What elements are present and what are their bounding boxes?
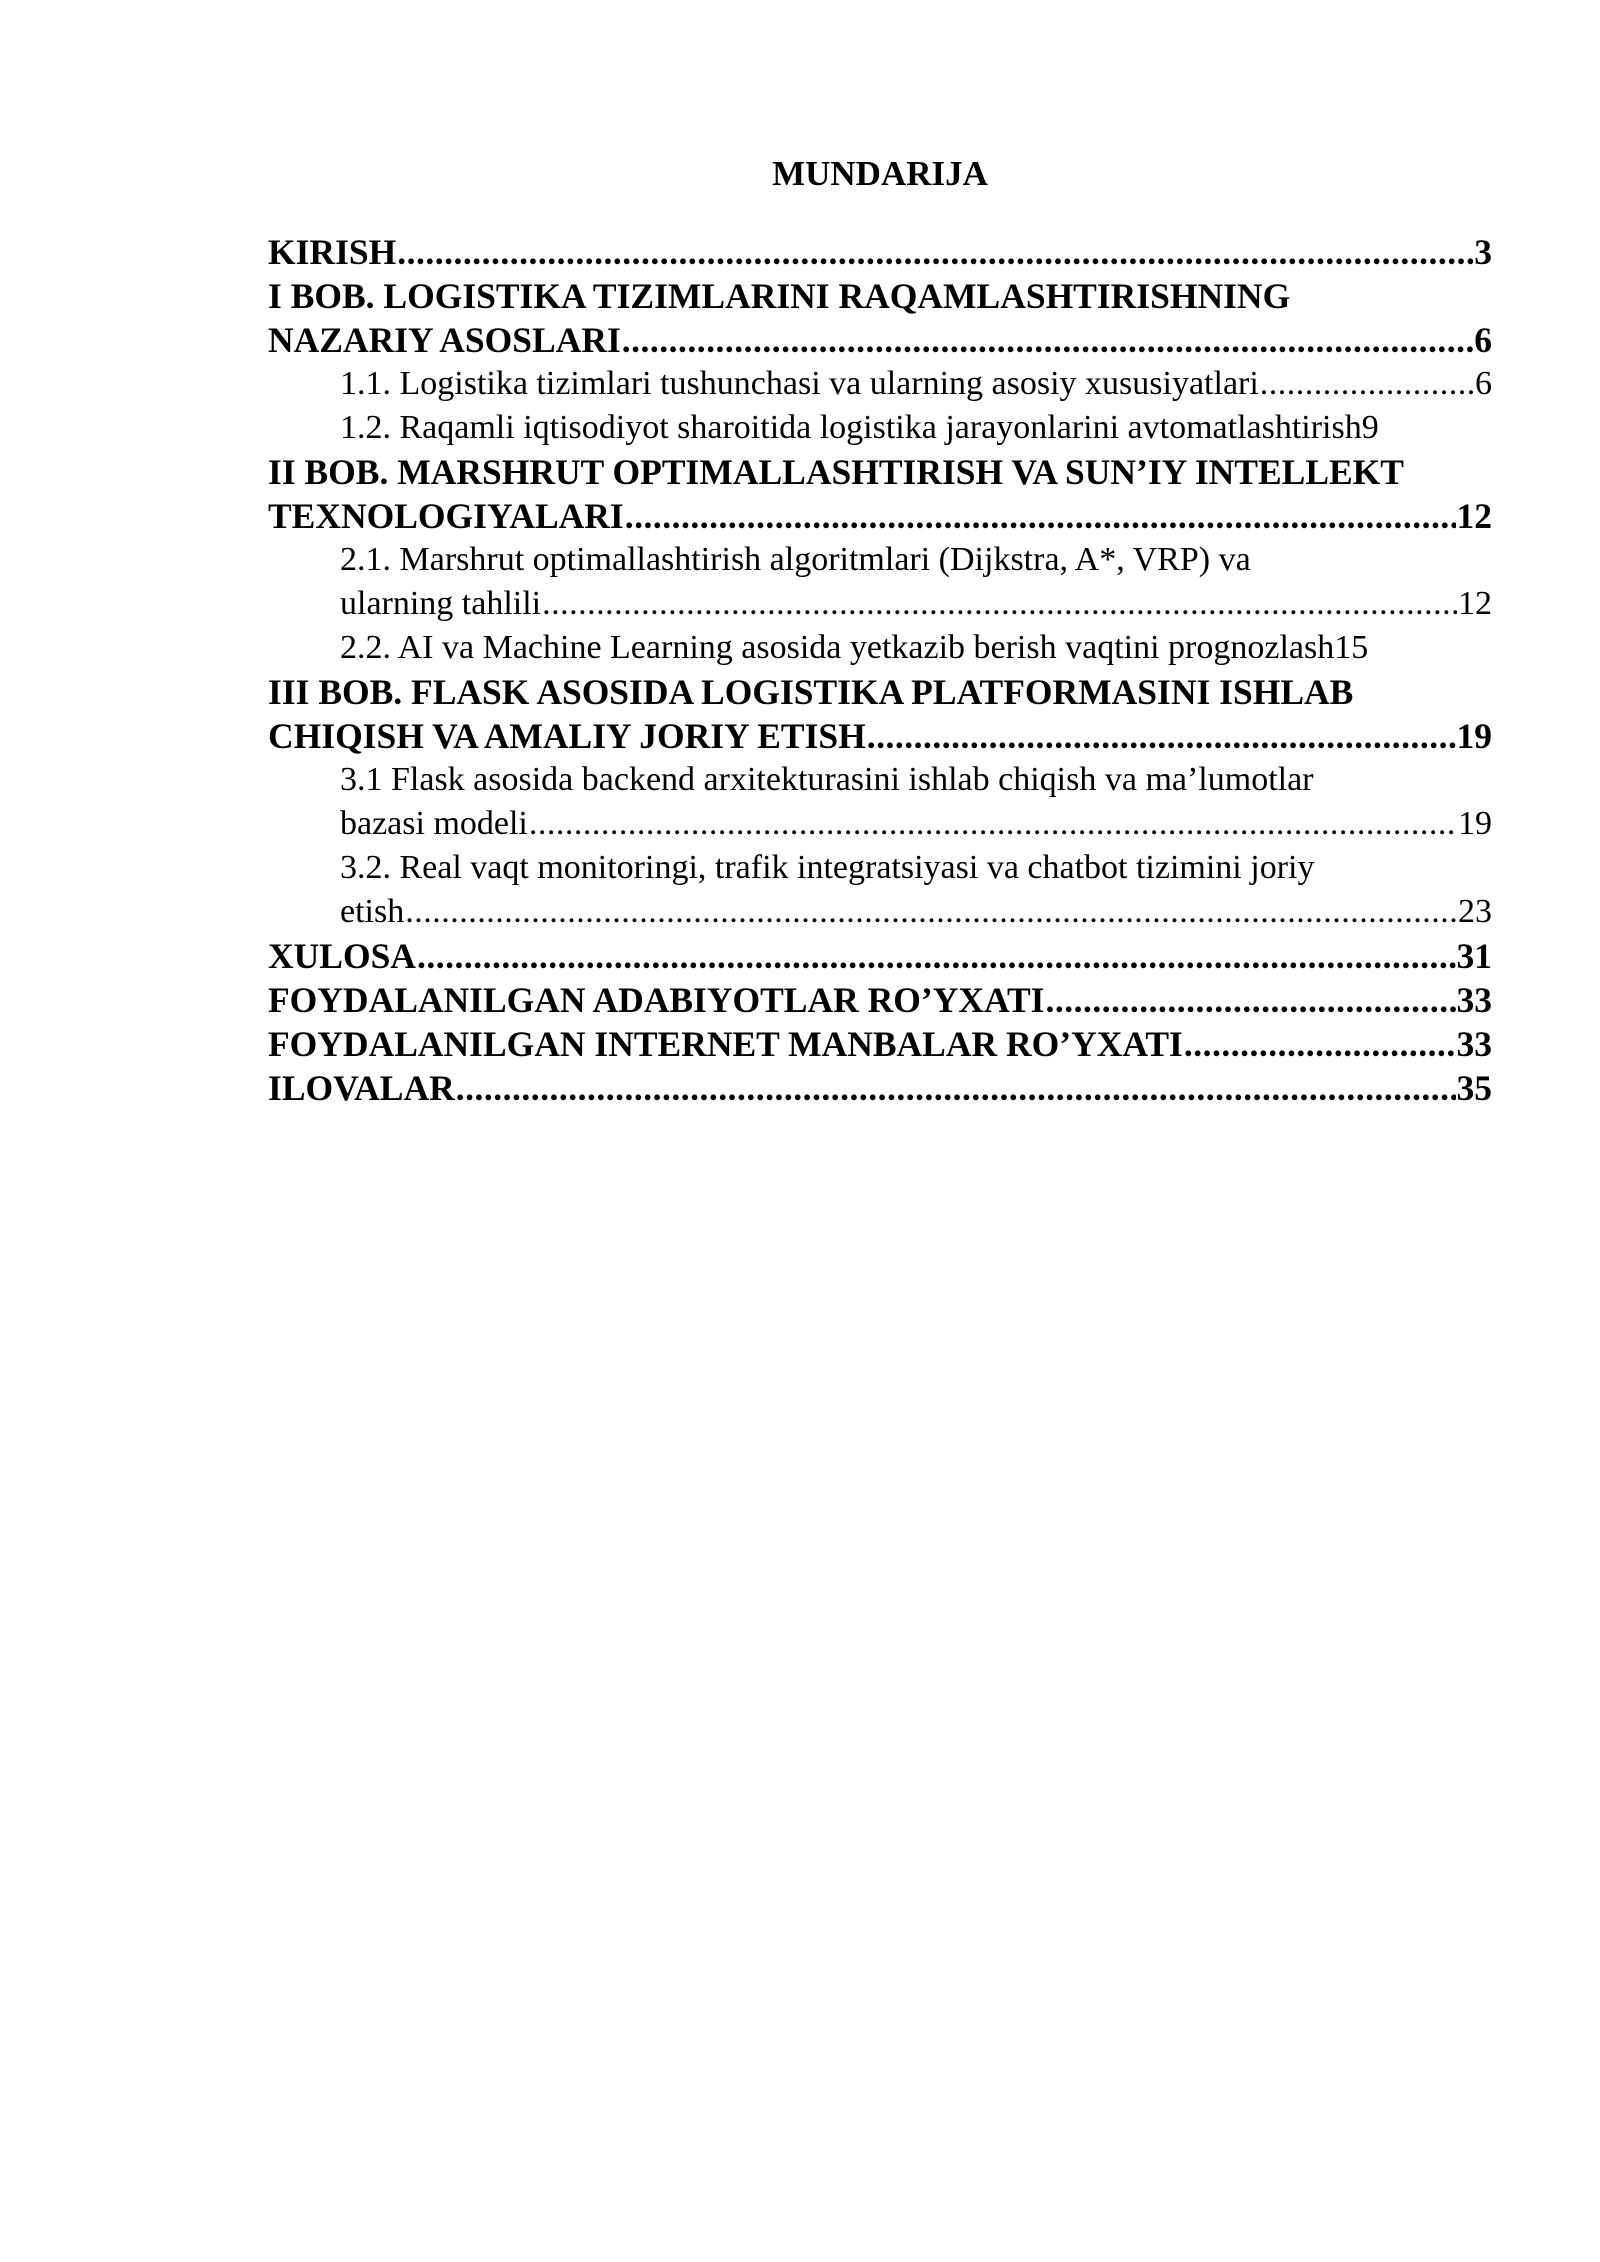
dot-leader — [1184, 1022, 1456, 1066]
dot-leader — [625, 494, 1456, 538]
toc-page-number: 19 — [1458, 805, 1492, 842]
dot-leader — [529, 802, 1457, 846]
toc-entry-label: ILOVALAR — [268, 1068, 455, 1108]
toc-entry-label: KIRISH — [268, 232, 397, 272]
dot-leader — [1045, 978, 1455, 1022]
toc-page-number: 12 — [1456, 496, 1492, 536]
toc-entry-1-2[interactable] — [268, 406, 1492, 450]
dot-leader — [405, 890, 1457, 934]
toc-page-number: 6 — [1475, 365, 1492, 402]
toc-entry-3-2-line1[interactable] — [268, 846, 1492, 890]
toc-entry-ilovalar[interactable] — [268, 1066, 1492, 1110]
toc-page-number: 12 — [1458, 585, 1492, 622]
toc-page-number: 15 — [1334, 629, 1369, 666]
toc-entry-label: 1.2. Raqamli iqtisodiyot sharoitida logistika jarayonlarini avtomatlashtirish — [340, 409, 1362, 446]
toc-page-number: 19 — [1456, 716, 1492, 756]
toc-entry-label: 3.1 Flask asosida backend arxitekturasini ishlab chiqish va ma’lumotlar — [340, 761, 1314, 798]
dot-leader — [867, 714, 1456, 758]
toc-entry-label: 2.2. AI va Machine Learning asosida yetkazib berish vaqtini prognozlash — [340, 629, 1335, 666]
toc-entry-kirish[interactable] — [268, 230, 1492, 274]
toc-entry-adabiyotlar[interactable] — [268, 978, 1492, 1022]
toc-entry-3-2-line2[interactable] — [268, 890, 1492, 934]
toc-entry-label: III BOB. FLASK ASOSIDA LOGISTIKA PLATFORMASINI ISHLAB — [268, 672, 1354, 712]
toc-entry-label: NAZARIY ASOSLARI — [268, 320, 621, 360]
dot-leader — [397, 230, 1473, 274]
dot-leader — [542, 582, 1457, 626]
toc-entry-3-1-line2[interactable] — [268, 802, 1492, 846]
toc-entry-label: 1.1. Logistika tizimlari tushunchasi va ularning asosiy xususiyatlari — [340, 365, 1259, 402]
toc-entry-label: XULOSA — [268, 936, 416, 976]
toc-entry-bob3-line1[interactable] — [268, 670, 1492, 714]
toc-entry-2-1-line2[interactable] — [268, 582, 1492, 626]
toc-entry-label: I BOB. LOGISTIKA TIZIMLARINI RAQAMLASHTIRISHNING — [268, 276, 1291, 316]
dot-leader — [417, 934, 1456, 978]
toc-page-number: 33 — [1456, 980, 1492, 1020]
toc-page-number: 3 — [1474, 232, 1492, 272]
toc-page-number: 33 — [1456, 1024, 1492, 1064]
toc-entry-label: 3.2. Real vaqt monitoringi, trafik integratsiyasi va chatbot tizimini joriy — [340, 849, 1315, 886]
toc-entry-label: ularning tahlili — [340, 585, 542, 622]
toc-page-number: 6 — [1474, 320, 1492, 360]
toc-entry-label: FOYDALANILGAN INTERNET MANBALAR RO’YXATI — [268, 1024, 1183, 1064]
toc-entry-label: FOYDALANILGAN ADABIYOTLAR RO’YXATI — [268, 980, 1045, 1020]
toc-entry-bob1-line2[interactable] — [268, 318, 1492, 362]
dot-leader — [622, 318, 1473, 362]
dot-leader — [1260, 362, 1474, 406]
toc-entry-bob3-line2[interactable] — [268, 714, 1492, 758]
toc-entry-xulosa[interactable] — [268, 934, 1492, 978]
toc-entry-bob2-line1[interactable] — [268, 450, 1492, 494]
toc-page-number: 35 — [1456, 1068, 1492, 1108]
toc-entry-label: 2.1. Marshrut optimallashtirish algoritmlari (Dijkstra, A*, VRP) va — [340, 541, 1251, 578]
toc-page-number: 23 — [1458, 893, 1492, 930]
toc-entry-bob1-line1[interactable] — [268, 274, 1492, 318]
toc-entry-2-1-line1[interactable] — [268, 538, 1492, 582]
dot-leader — [456, 1066, 1456, 1110]
table-of-contents — [268, 230, 1492, 1110]
toc-page-number: 31 — [1456, 936, 1492, 976]
toc-entry-label: TEXNOLOGIYALARI — [268, 496, 624, 536]
toc-entry-label: bazasi modeli — [340, 805, 528, 842]
page-title: MUNDARIJA — [772, 154, 988, 193]
toc-entry-1-1[interactable] — [268, 362, 1492, 406]
toc-page-number: 9 — [1361, 409, 1379, 446]
toc-entry-bob2-line2[interactable] — [268, 494, 1492, 538]
toc-entry-internet-manbalar[interactable] — [268, 1022, 1492, 1066]
toc-entry-label: CHIQISH VA AMALIY JORIY ETISH — [268, 716, 866, 756]
toc-entry-label: etish — [340, 893, 405, 930]
toc-entry-3-1-line1[interactable] — [268, 758, 1492, 802]
toc-entry-2-2[interactable] — [268, 626, 1492, 670]
toc-entry-label: II BOB. MARSHRUT OPTIMALLASHTIRISH VA SUN’IY INTELLEKT — [268, 452, 1404, 492]
